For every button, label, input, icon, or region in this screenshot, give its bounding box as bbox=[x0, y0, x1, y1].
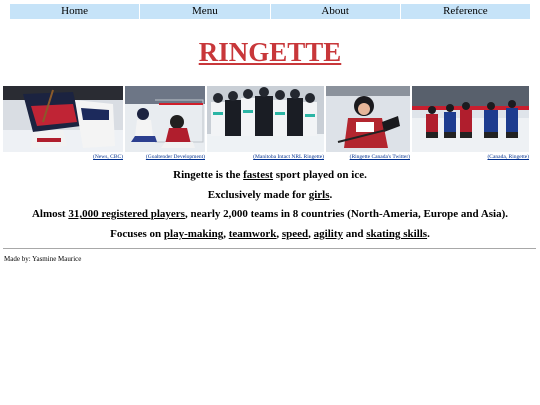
fact-skills-after: . bbox=[427, 228, 430, 240]
fact-players bbox=[0, 207, 540, 221]
page-title-text: RINGETTE bbox=[198, 37, 342, 67]
nav-menu-link[interactable]: Menu bbox=[140, 4, 269, 19]
agility-link[interactable]: agility bbox=[313, 228, 343, 240]
fastest-link[interactable]: fastest bbox=[243, 169, 274, 181]
page-title bbox=[0, 36, 540, 68]
fact-players-after: , nearly 2,000 teams in 8 countries (North-Ameria, Europe and Asia). bbox=[184, 208, 509, 220]
fact-skills-sep1: , bbox=[223, 228, 229, 240]
photo-goalie-net bbox=[125, 86, 205, 152]
photo-credits bbox=[3, 153, 529, 163]
fact-girls-before: Exclusively made for bbox=[207, 189, 309, 201]
photo-gallery bbox=[3, 86, 529, 152]
nav-reference-link[interactable]: Reference bbox=[401, 4, 530, 19]
fact-skills-sep4: and bbox=[343, 228, 367, 240]
nav-home-link[interactable]: Home bbox=[10, 4, 139, 19]
nav-about-link[interactable]: About bbox=[271, 4, 400, 19]
girls-link[interactable]: girls bbox=[308, 189, 330, 201]
photo-team-celebration bbox=[207, 86, 324, 152]
fact-skills-before: Focuses on bbox=[110, 228, 164, 240]
fact-girls bbox=[0, 188, 540, 202]
photo-game-action bbox=[412, 86, 529, 152]
registered-players-link[interactable]: 31,000 registered players bbox=[68, 208, 185, 220]
credit-link-manitoba[interactable]: (Manitoba Intact NRL Ringette) bbox=[253, 154, 324, 160]
skating-skills-link[interactable]: skating skills bbox=[366, 228, 428, 240]
speed-link[interactable]: speed bbox=[281, 228, 309, 240]
fact-fastest bbox=[0, 168, 540, 182]
fact-fastest-after: sport played on ice. bbox=[273, 169, 367, 181]
fact-skills bbox=[0, 227, 540, 241]
fact-skills-sep3: , bbox=[308, 228, 314, 240]
credit-link-canada[interactable]: (Canada, Ringette) bbox=[487, 154, 529, 160]
teamwork-link[interactable]: teamwork bbox=[228, 228, 277, 240]
photo-goalie-pads bbox=[3, 86, 123, 152]
fact-skills-sep2: , bbox=[276, 228, 282, 240]
fact-fastest-before: Ringette is the bbox=[173, 169, 244, 181]
main-nav bbox=[10, 4, 530, 19]
photo-player-portrait bbox=[326, 86, 410, 152]
fact-girls-after: . bbox=[329, 189, 333, 201]
credit-link-goaltender[interactable]: (Goaltender Development) bbox=[145, 154, 205, 160]
divider bbox=[3, 248, 536, 249]
footer-credit: Made by: Yasmine Maurice bbox=[4, 255, 82, 263]
credit-link-cbc[interactable]: (News, CBC) bbox=[93, 154, 123, 160]
credit-link-twitter[interactable]: (Ringette Canada's Twitter) bbox=[349, 154, 410, 160]
fact-players-before: Almost bbox=[31, 208, 69, 220]
play-making-link[interactable]: play-making bbox=[163, 228, 224, 240]
